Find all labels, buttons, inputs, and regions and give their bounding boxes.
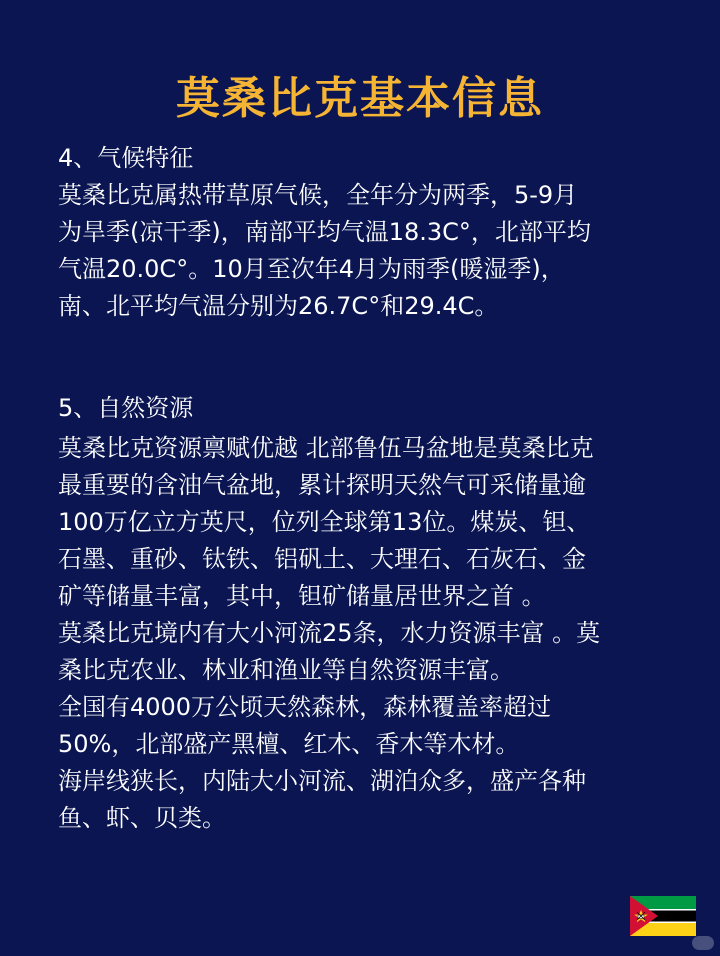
climate-line: 莫桑比克属热带草原气候，全年分为两季，5-9月 (58, 181, 578, 209)
article-body (58, 140, 698, 837)
climate-line: 为旱季(凉干季)，南部平均气温18.3C°，北部平均 (58, 218, 591, 246)
resources-line: 海岸线狭长，内陆大小河流、湖泊众多，盛产各种 (58, 767, 586, 795)
resources-line: 50%，北部盛产黑檀、红木、香木等木材。 (58, 730, 520, 758)
resources-line: 莫桑比克境内有大小河流25条，水力资源丰富 。莫 (58, 619, 601, 647)
resources-line: 桑比克农业、林业和渔业等自然资源丰富。 (58, 656, 514, 684)
resources-line: 石墨、重砂、钛铁、铝矾土、大理石、石灰石、金 (58, 545, 586, 573)
resources-line: 矿等储量丰富，其中，钽矿储量居世界之首 。 (58, 582, 546, 610)
resources-line: 莫桑比克资源禀赋优越 北部鲁伍马盆地是莫桑比克 (58, 434, 594, 462)
climate-line: 南、北平均气温分别为26.7C°和29.4C。 (58, 292, 499, 320)
section-heading-climate: 4、气候特征 (58, 144, 194, 172)
page-title: 莫桑比克基本信息 (176, 73, 544, 124)
mozambique-flag-icon (630, 896, 696, 936)
resources-line: 鱼、虾、贝类。 (58, 804, 226, 832)
resources-line: 最重要的含油气盆地，累计探明天然气可采储量逾 (58, 471, 586, 499)
section-heading-resources: 5、自然资源 (58, 394, 194, 422)
watermark-badge (692, 936, 714, 950)
climate-line: 气温20.0C°。10月至次年4月为雨季(暖湿季)， (58, 255, 565, 283)
resources-line: 100万亿立方英尺，位列全球第13位。煤炭、钽、 (58, 508, 591, 536)
section-spacer (58, 325, 698, 390)
resources-line: 全国有4000万公顷天然森林，森林覆盖率超过 (58, 693, 552, 721)
